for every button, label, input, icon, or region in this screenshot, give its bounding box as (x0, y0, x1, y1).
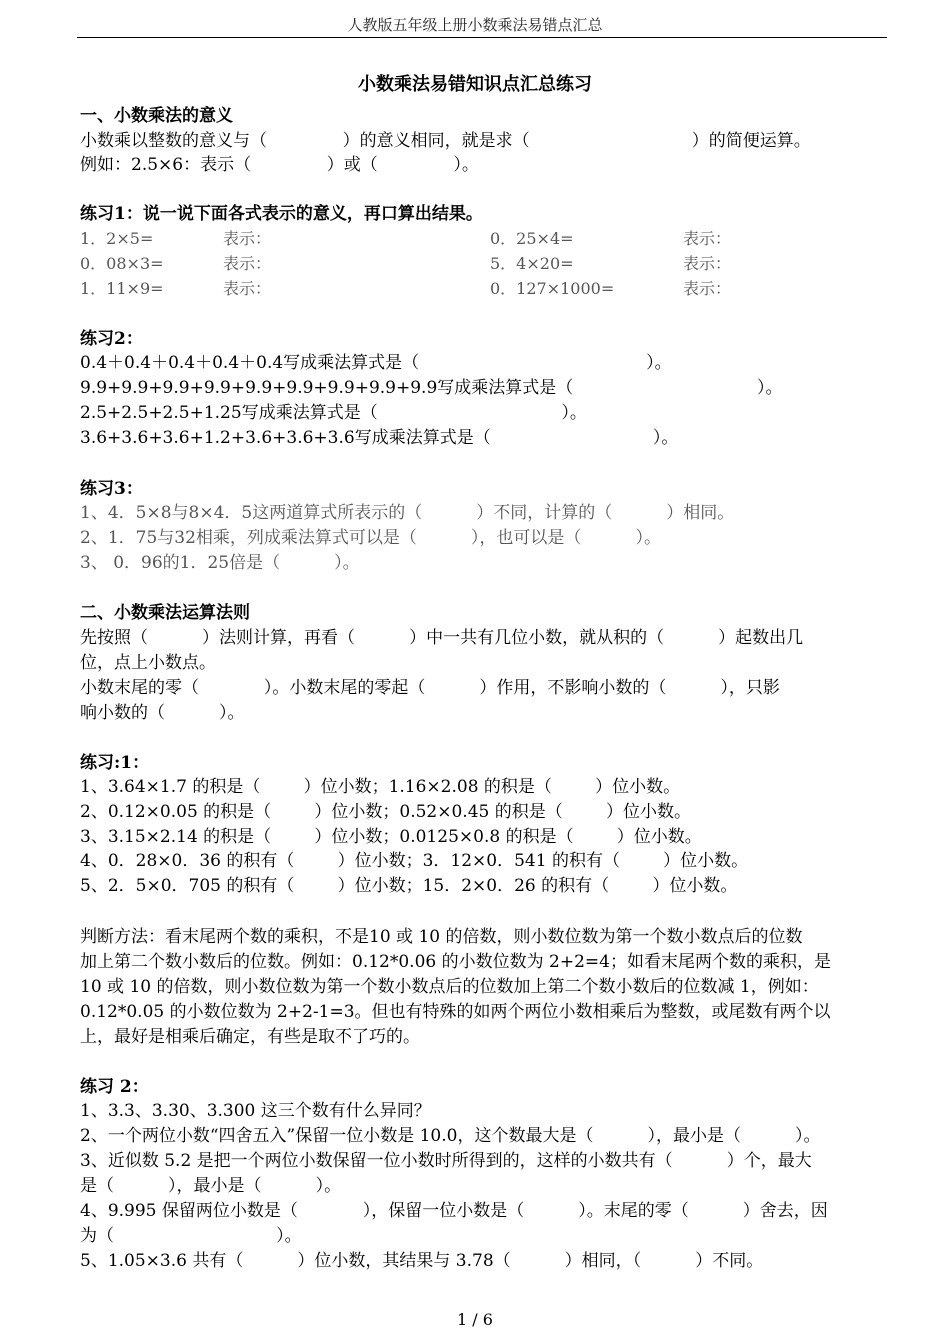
section-heading-1: 一、小数乘法的意义 (80, 106, 233, 126)
p2-line-1: 0.4＋0.4＋0.4＋0.4＋0.4写成乘法算式是（ ）。 (80, 353, 672, 373)
p1-row1-expr-b: 0．25×4= (490, 229, 574, 248)
practice-2-heading: 练习2： (80, 329, 143, 349)
sec1-line-1: 小数乘以整数的意义与（ ）的意义相同，就是求（ ）的简便运算。 (80, 131, 811, 151)
p1-row2-meaning-a: 表示： (223, 254, 272, 273)
p5-line-7: 5、1.05×3.6 共有（ ）位小数，其结果与 3.78（ ）相同，（ ）不同。 (80, 1251, 764, 1271)
p1-row1-meaning-a: 表示： (223, 229, 272, 248)
practice-5-heading: 练习 2： (80, 1077, 149, 1097)
p1-row3-meaning-b: 表示： (683, 279, 732, 298)
p5-line-5: 4、9.995 保留两位小数是（ ），保留一位小数是（ ）。末尾的零（ ）舍去，因 (80, 1201, 828, 1221)
p2-line-2: 9.9+9.9+9.9+9.9+9.9+9.9+9.9+9.9+9.9写成乘法算式是（ ）。 (80, 378, 783, 398)
method-line-5: 上，最好是相乘后确定，有些是取不了巧的。 (80, 1027, 420, 1047)
p1-row1-expr-a: 1．2×5= (80, 229, 154, 248)
practice-1-heading: 练习1：说一说下面各式表示的意义，再口算出结果。 (80, 204, 483, 224)
p1-row3-expr-a: 1．11×9= (80, 279, 164, 298)
p3-line-3: 3、 0．96的1．25倍是（ ）。 (80, 553, 360, 573)
p3-line-1: 1、4．5×8与8×4．5这两道算式所表示的（ ）不同，计算的（ ）相同。 (80, 503, 735, 523)
p4-line-2: 2、0.12×0.05 的积是（ ）位小数；0.52×0.45 的积是（ ）位小数。 (80, 802, 691, 822)
page-title: 小数乘法易错知识点汇总练习 (358, 74, 592, 95)
sec2-line-4: 响小数的（ ）。 (80, 703, 245, 723)
method-line-1: 判断方法：看末尾两个数的乘积，不是10 或 10 的倍数，则小数位数为第一个数小数点后的位数 (80, 927, 803, 947)
p1-row2-expr-b: 5．4×20= (490, 254, 574, 273)
p4-line-5: 5、2．5×0．705 的积有（ ）位小数；15．2×0．26 的积有（ ）位小数。 (80, 876, 738, 896)
sec2-line-1: 先按照（ ）法则计算，再看（ ）中一共有几位小数，就从积的（ ）起数出几 (80, 628, 804, 648)
method-line-4: 0.12*0.05 的小数位数为 2+2-1=3。但也有特殊的如两个两位小数相乘后为整数，或尾数有两个以 (80, 1002, 831, 1022)
sec2-line-2: 位，点上小数点。 (80, 653, 216, 673)
p5-line-4: 是（ ），最小是（ ）。 (80, 1176, 342, 1196)
p4-line-3: 3、3.15×2.14 的积是（ ）位小数；0.0125×0.8 的积是（ ）位小数。 (80, 827, 702, 847)
practice-3-heading: 练习3： (80, 479, 143, 499)
sec2-line-3: 小数末尾的零（ ）。小数末尾的零起（ ）作用，不影响小数的（ ），只影 (80, 678, 780, 698)
p5-line-3: 3、近似数 5.2 是把一个两位小数保留一位小数时所得到的，这样的小数共有（ ）个，最大 (80, 1151, 812, 1171)
section-heading-2: 二、小数乘法运算法则 (80, 603, 250, 623)
p1-row2-expr-a: 0．08×3= (80, 254, 164, 273)
p1-row3-meaning-a: 表示： (223, 279, 272, 298)
p4-line-1: 1、3.64×1.7 的积是（ ）位小数；1.16×2.08 的积是（ ）位小数。 (80, 777, 681, 797)
page-header: 人教版五年级上册小数乘法易错点汇总 (347, 16, 603, 34)
p4-line-4: 4、0．28×0．36 的积有（ ）位小数；3．12×0．541 的积有（ ）位小数。 (80, 851, 749, 871)
method-line-3: 10 或 10 的倍数，则小数位数为第一个数小数点后的位数加上第二个数小数后的位数减 1，例如： (80, 977, 819, 997)
p1-row1-meaning-b: 表示： (683, 229, 732, 248)
p2-line-4: 3.6+3.6+3.6+1.2+3.6+3.6+3.6写成乘法算式是（ ）。 (80, 428, 679, 448)
p1-row2-meaning-b: 表示： (683, 254, 732, 273)
p2-line-3: 2.5+2.5+2.5+1.25写成乘法算式是（ ）。 (80, 403, 587, 423)
p5-line-1: 1、3.3、3.30、3.300 这三个数有什么异同？ (80, 1101, 431, 1121)
p5-line-2: 2、一个两位小数“四舍五入”保留一位小数是 10.0，这个数最大是（ ），最小是（ ）。 (80, 1126, 821, 1146)
p3-line-2: 2、1．75与32相乘，列成乘法算式可以是（ ），也可以是（ ）。 (80, 528, 661, 548)
header-rule (77, 37, 887, 38)
p5-line-6: 为（ ）。 (80, 1226, 302, 1246)
method-line-2: 加上第二个数小数后的位数。例如：0.12*0.06 的小数位数为 2+2=4；如看末尾两个数的乘积，是 (80, 952, 831, 972)
page-number: 1 / 6 (457, 1310, 493, 1329)
sec1-line-2: 例如：2.5×6：表示（ ）或（ ）。 (80, 155, 479, 175)
practice-4-heading: 练习:1： (80, 753, 150, 773)
p1-row3-expr-b: 0．127×1000= (490, 279, 615, 298)
